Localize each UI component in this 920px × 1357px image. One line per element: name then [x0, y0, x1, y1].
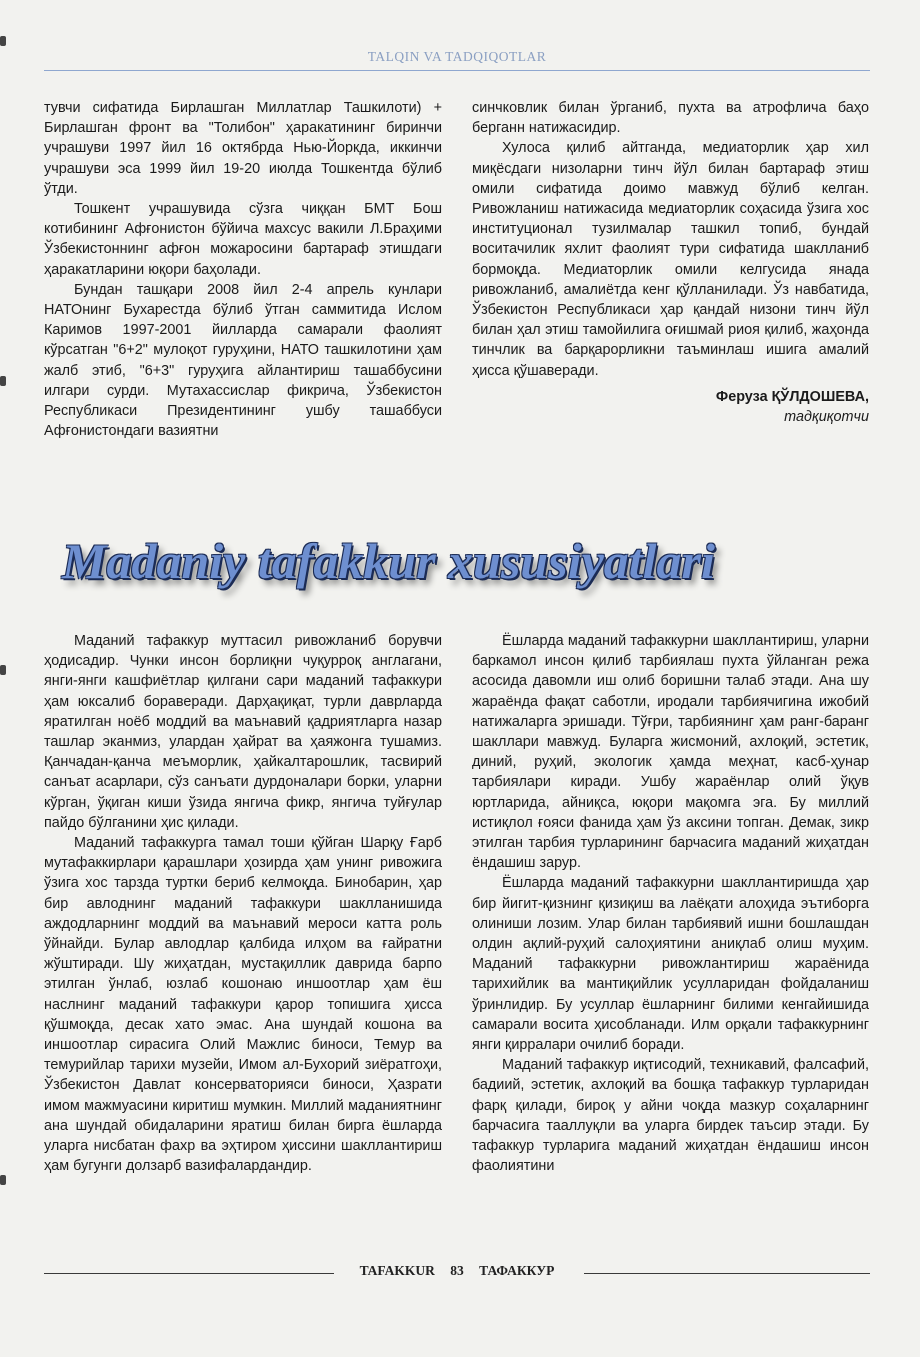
paragraph: Бундан ташқари 2008 йил 2-4 апрель кунлари НАТОнинг Бухарестда бўлиб ўтган саммитида Ислом Каримов 1997-2001 йилларда самарали фаолият кўрсатган "6+2" мулоқот гуруҳини, НАТО ташкилотини ҳам жалб этиб, "6+3" гуруҳига айлантириш ташаббусини илгари сурди. Мутахассислар фикрича, Ўзбекистон Республикаси Президентининг ушбу ташаббуси Афғонистондаги вазиятни [44, 281, 442, 440]
article2-column-right [472, 631, 869, 1176]
page-footer [44, 1263, 870, 1283]
binding-hole-mark [0, 376, 6, 386]
paragraph: Ёшларда маданий тафаккурни шакллантириш, уларни баркамол инсон қилиб тарбиялаш пухта ўйланган режа асосида давомли иш олиб боришни талаб этади. Ана шу жараёнда фақат саботли, иродали тарбиячигина ижобий натижаларга эришади. Тўғри, тарбиянинг ҳам ранг-баранг шакллари мавжуд. Буларга жисмоний, ахлоқий, эстетик, диний, руҳий, экологик ҳамда меҳнат, касб-ҳунар тарбиялари киради. Ушбу жараёнлар олий ўқув юртларида, айниқса, юқори мақомга эга. Бу миллий истиқлол ғояси фанида ҳам ўз аксини топган. Демак, зикр этилган тарбия турларининг барчасига маданий жиҳатдан ёндашиш зарур. [472, 633, 869, 872]
paragraph: Маданий тафаккур иқтисодий, техникавий, фалсафий, бадиий, эстетик, ахлоқий ва бошқа тафаккур турларидан фарқ қилади, бироқ у айни чоқда мазкур соҳаларнинг барчасига тааллуқли ва уларга бирдек таъсир этади. Бу тафаккур турларига маданий жиҳатдан ёндашиш инсон фаолиятини [472, 1057, 869, 1175]
binding-hole-mark [0, 36, 6, 46]
footer-text [44, 1263, 870, 1279]
paragraph: Маданий тафаккур муттасил ривожланиб борувчи ҳодисадир. Чунки инсон борлиқни чуқурроқ англагани, янги-янги кашфиётлар қилгани сари маданий тафаккури ҳам юксалиб бораверади. Дарҳақиқат, турли даврларда яратилган ноёб моддий ва маънавий қадриятларга назар ташлар эканмиз, улардан ҳайрат ва ҳаяжонга тушамиз. Қанчадан-қанча меъморлик, ҳайкалтарошлик, тасвирий санъат асарлари, сўз санъати дурдоналари борки, уларни кўрган, ўқиган киши ўзида янгича фикр, янгича туйғулар пайдо бўлганини ҳис қилади. [44, 633, 442, 831]
header-rule [44, 70, 870, 71]
article1-column-left [44, 98, 442, 441]
running-header: TALQIN VA TADQIQOTLAR [367, 49, 547, 64]
paragraph: Хулоса қилиб айтганда, медиаторлик ҳар хил миқёсдаги низоларни тинч йўл билан бартараф этиш омили сифатида доимо мавжуд бўлиб келган. Ривожланиш натижасида медиаторлик соҳасида ўзига хос институционал тузилмалар ташкил топиб, бундай воситачилик яхлит фаолият тури сифатида шаклланиб бормоқда. Медиаторлик омили келгусида янада ривожланиб, амалиётда кенг қўлланилади. Ўз навбатида, Ўзбекистон Республикаси ҳар қандай низони тинч йўл билан ҳал этиш тамойилига оғишмай риоя қилиб, жаҳонда тинчлик ва барқарорликни таъминлаш ишига амалий ҳисса қўшаверади. [472, 140, 869, 379]
paragraph: тувчи сифатида Бирлашган Миллатлар Ташкилоти) + Бирлашган фронт ва "Толибон" ҳаракатининг биринчи учрашуви 1997 йил 16 октябрда Нью-Йоркда, иккинчи учрашуви эса 1999 йил 19-20 июлда Тошкентда бўлиб ўтди. [44, 100, 442, 197]
article-title: Madaniy tafakkur xususiyatlari [62, 533, 715, 589]
author-role: тадқиқотчи [784, 409, 869, 426]
paragraph: синчковлик билан ўрганиб, пухта ва атрофлича баҳо берганн натижасидир. [472, 100, 869, 137]
footer-journal-cyrillic: ТАФАККУР [479, 1263, 555, 1278]
paragraph: Маданий тафаккурга тамал тоши қўйган Шарқу Ғарб мутафаккирлари қарашлари ҳозирда ҳам унинг ривожига ўзига хос тарзда туртки бериб келмоқда. Бинобарин, ҳар бир авлоднинг маданий тафаккури шаклланишида аждодларнинг моддий ва маънавий мероси катта роль ўйнайди. Булар авлодлар қалбида илҳом ва ғайратни жўштиради. Шу жиҳатдан, мустақиллик даврида барпо этилган ўнлаб, юзлаб кошонаю иншоотлар ҳам ёш наслнинг маданий тафаккури қарор топишига ҳисса қўшмоқда, десак хато эмас. Ана шундай кошона ва иншоотлар сирасига Олий Мажлис биноси, Темур ва темурийлар тарихи музейи, Имом ал-Бухорий зиёратгоҳи, Ўзбекистон Давлат консерваторияси биноси, Ҳазрати имом мажмуасини киритиш мумкин. Миллий маданиятнинг ана шундай обидаларини яратиш билан бирга ёшларда уларга нисбатан фахр ва эҳтиром ҳиссини шакллантириш ҳам бугунги долзарб вазифалардандир. [44, 835, 442, 1175]
article1-column-right [472, 98, 869, 427]
paragraph: Тошкент учрашувида сўзга чиққан БМТ Бош котибининг Афғонистон бўйича махсус вакили Л.Браҳими Ўзбекистоннинг афғон можаросини бартараф этишдаги ҳаракатларини юқори баҳолади. [44, 201, 442, 278]
article2-column-left [44, 631, 442, 1176]
binding-hole-mark [0, 1175, 6, 1185]
paragraph: Ёшларда маданий тафаккурни шакллантиришда ҳар бир йигит-қизнинг қизиқиш ва лаёқати алоҳида эътиборга олиниши лозим. Улар билан тарбиявий ишни бошлашдан олдин ақлий-руҳий салоҳиятини аниқлаб олиш муҳим. Маданий тафаккурни ривожлантириш жараёнида тарихийлик ва мантиқийлик усулларидан фойдаланиш ўринлидир. Бу усуллар ёшларнинг билими кенгайишида самарали восита ҳисобланади. Илм орқали тафаккурнинг янги қирралари очилиб боради. [472, 875, 869, 1054]
page-number: 83 [450, 1263, 464, 1278]
author-name: Феруза ҚЎЛДОШЕВА, [715, 388, 869, 405]
binding-hole-mark [0, 665, 6, 675]
footer-journal-latin: TAFAKKUR [359, 1263, 435, 1278]
